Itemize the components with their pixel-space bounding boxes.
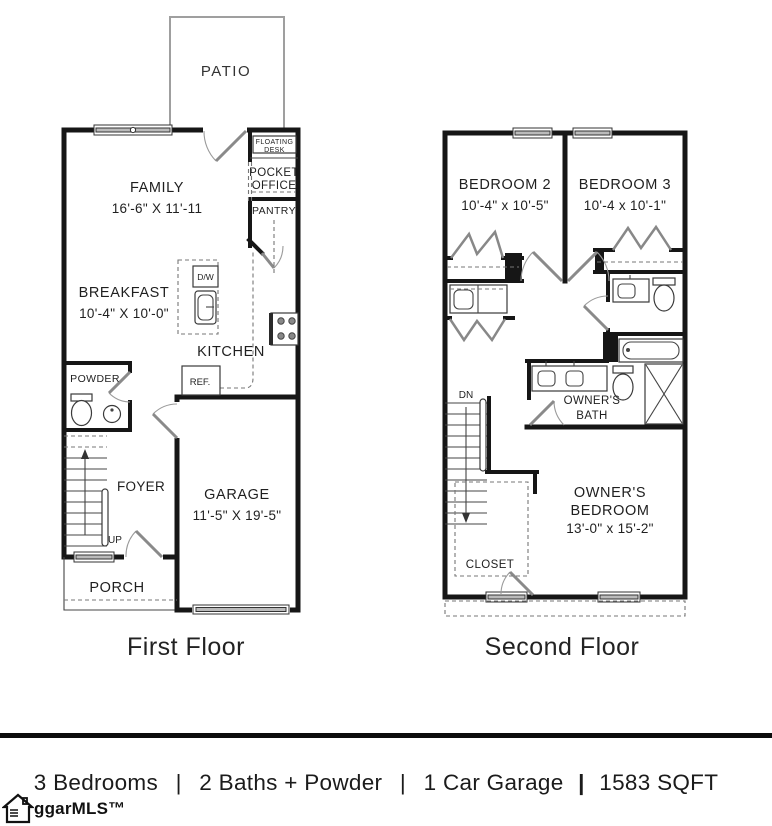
hall-toilet: [654, 285, 674, 311]
breakfast-label: BREAKFAST: [78, 285, 170, 301]
mls-watermark-text: ggarMLS™: [34, 799, 126, 818]
family-room-dims: 16'-6" X 11'-11: [111, 201, 203, 216]
hall-toilet-tank: [653, 278, 675, 285]
floating-desk-label-1: FLOATING: [255, 139, 294, 146]
up-label: UP: [108, 535, 122, 546]
washer-dryer: [450, 285, 507, 313]
floating-desk-label-2: DESK: [264, 147, 285, 154]
second-floor-doors: [501, 252, 609, 595]
summary-separator-2: |: [399, 770, 407, 795]
mls-watermark: [2, 793, 125, 825]
powder-label: POWDER: [70, 373, 120, 385]
hall-bath-fixtures: [613, 275, 683, 362]
owners-toilet-tank: [613, 366, 633, 373]
garage-label: GARAGE: [204, 487, 270, 503]
owners-bath-label-2: BATH: [576, 410, 608, 422]
family-room-label: FAMILY: [129, 180, 185, 196]
patio-label: PATIO: [200, 63, 252, 80]
double-vanity: [532, 366, 607, 391]
pocket-office-label-1: POCKET: [249, 167, 299, 179]
roof-apron-dashed: [445, 601, 685, 616]
pocket-office-label-2: OFFICE: [251, 180, 297, 192]
summary-separator-3: |: [578, 770, 585, 795]
owners-bedroom-label-2: BEDROOM: [570, 503, 650, 519]
summary-separator-1: |: [175, 770, 182, 795]
footer-divider: [0, 733, 772, 738]
first-floor-caption: First Floor: [127, 633, 245, 661]
owners-bedroom-dims: 13'-0" x 15'-2": [566, 521, 654, 536]
breakfast-dims: 10'-4" X 10'-0": [79, 306, 169, 321]
first-floor-plan: [64, 17, 299, 661]
stove: [269, 313, 298, 345]
stairs-down: [445, 399, 487, 524]
dn-label: DN: [458, 390, 474, 401]
bedroom2-label: BEDROOM 2: [458, 177, 552, 193]
bedroom3-label: BEDROOM 3: [578, 177, 672, 193]
owners-bath-label-1: OWNER'S: [563, 395, 621, 407]
foyer-label: FOYER: [116, 479, 166, 494]
mls-house-logo-icon: [2, 793, 34, 825]
owners-bedroom-label-1: OWNER'S: [573, 485, 647, 501]
summary-sqft: 1583 SQFT: [599, 770, 719, 795]
bedroom2-dims: 10'-4" x 10'-5": [461, 198, 549, 213]
powder-sink: [104, 406, 121, 423]
closet-label: CLOSET: [465, 559, 515, 571]
kitchen-label: KITCHEN: [197, 344, 265, 360]
stairs-up: [64, 436, 108, 546]
second-floor-caption: Second Floor: [484, 633, 640, 661]
dishwasher-label: D/W: [197, 272, 214, 282]
summary-baths: 2 Baths + Powder: [199, 770, 383, 795]
second-floor-plan: [445, 128, 685, 661]
toilet: [72, 401, 92, 426]
bedroom3-dims: 10'-4 x 10'-1": [583, 198, 667, 213]
porch-label: PORCH: [89, 580, 145, 596]
patio-area: [170, 17, 284, 130]
powder-fixtures: [71, 394, 121, 426]
fridge-label: REF.: [189, 377, 211, 388]
pantry-label: PANTRY: [251, 205, 297, 217]
summary-garage: 1 Car Garage: [423, 770, 564, 795]
summary-bedrooms: 3 Bedrooms: [33, 770, 159, 795]
garage-dims: 11'-5" X 19'-5": [192, 508, 282, 523]
